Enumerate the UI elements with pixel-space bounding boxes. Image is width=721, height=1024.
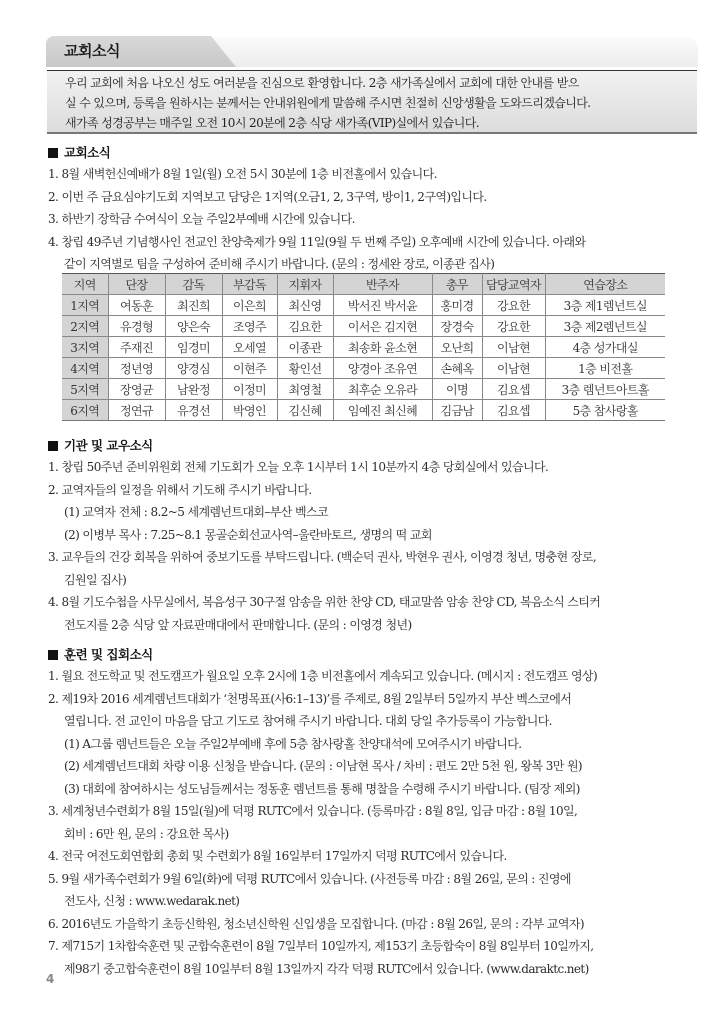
table-cell: 오난희	[432, 337, 482, 358]
table-cell: 양은숙	[165, 316, 222, 337]
table-cell: 양경아 조유연	[333, 358, 432, 379]
table-cell: 유경형	[108, 316, 165, 337]
table-cell: 4지역	[62, 358, 108, 379]
table-cell: 5지역	[62, 379, 108, 400]
table-cell: 최진희	[165, 295, 222, 316]
table-cell: 남완정	[165, 379, 222, 400]
table-cell: 양경심	[165, 358, 222, 379]
welcome-line: 실 수 있으며, 등록을 원하시는 분께서는 안내위원에게 말씀해 주시면 친절히 신앙생활을 도와드리겠습니다.	[65, 96, 591, 110]
table-cell: 4층 성가대실	[545, 337, 665, 358]
column-header: 단장	[108, 274, 165, 295]
table-cell: 손혜옥	[432, 358, 482, 379]
news-item: 1. 8월 새벽헌신예배가 8월 1일(월) 오전 5시 30분에 1층 비전홀에서 있습니다.	[48, 167, 437, 181]
news-item-continued: 김원일 집사)	[64, 572, 127, 587]
table-header-row	[62, 274, 665, 295]
table-cell: 이은희	[222, 295, 277, 316]
table-row	[62, 295, 665, 316]
table-cell: 6지역	[62, 400, 108, 421]
table-cell: 이남현	[482, 358, 545, 379]
news-item: 3. 하반기 장학금 수여식이 오늘 주일2부예배 시간에 있습니다.	[48, 212, 355, 226]
square-bullet-icon	[48, 441, 58, 451]
column-header: 부감독	[222, 274, 277, 295]
teams-table	[62, 273, 665, 421]
news-item: 5. 9월 새가족수련회가 9월 6일(화)에 덕평 RUTC에서 있습니다. (사전등록 마감 : 8월 26일, 문의 : 진영에	[48, 871, 571, 886]
table-cell: 임예진 최신혜	[333, 400, 432, 421]
page-title: 교회소식	[64, 42, 120, 60]
table-cell: 정연규	[108, 400, 165, 421]
square-bullet-icon	[48, 650, 58, 660]
table-cell: 5층 참사랑홀	[545, 400, 665, 421]
section-heading: 교회소식	[48, 143, 708, 163]
welcome-line: 우리 교회에 처음 나오신 성도 여러분을 진심으로 환영합니다. 2층 새가족실에서 교회에 대한 안내를 받으	[65, 76, 579, 90]
news-item-continued: 전도사, 신청 : www.wedarak.net)	[64, 894, 240, 908]
page-number: 4	[46, 972, 55, 986]
table-cell: 이남현	[482, 337, 545, 358]
news-item: 2. 이번 주 금요심야기도회 지역보고 담당은 1지역(오금1, 2, 3구역, 방이1, 2구역)입니다.	[48, 189, 487, 204]
news-item-continued: 회비 : 6만 원, 문의 : 강요한 목사)	[64, 826, 229, 841]
table-cell: 황인선	[277, 358, 333, 379]
news-subitem: (1) 교역자 전체 : 8.2~5 세계렘넌트대회–부산 벡스코	[64, 505, 328, 519]
column-header: 감독	[165, 274, 222, 295]
news-item: 4. 전국 여전도회연합회 총회 및 수련회가 8월 16일부터 17일까지 덕평 RUTC에서 있습니다.	[48, 849, 507, 863]
table-cell: 김요셉	[482, 379, 545, 400]
column-header: 지역	[62, 274, 108, 295]
table-cell: 홍미경	[432, 295, 482, 316]
org-news-section	[48, 436, 708, 636]
news-subitem: (1) A그룹 렘넌트들은 오늘 주일2부예배 후에 5층 참사랑홀 찬양대석에 모여주시기 바랍니다.	[64, 736, 522, 751]
news-item-continued: 같이 지역별로 팀을 구성하여 준비해 주시기 바랍니다. (문의 : 정세완 장로, 이종관 집사)	[64, 257, 495, 271]
column-header: 연습장소	[545, 274, 665, 295]
news-item: 2. 교역자들의 일정을 위해서 기도해 주시기 바랍니다.	[48, 482, 312, 497]
table-cell: 이종관	[277, 337, 333, 358]
table-cell: 이명	[432, 379, 482, 400]
table-row	[62, 400, 665, 421]
table-cell: 장영균	[108, 379, 165, 400]
table-cell: 여동훈	[108, 295, 165, 316]
table-cell: 김신혜	[277, 400, 333, 421]
table-cell: 3층 렘넌트아트홀	[545, 379, 665, 400]
table-cell: 김요셉	[482, 400, 545, 421]
news-item: 1. 창립 50주년 준비위원회 전체 기도회가 오늘 오후 1시부터 1시 10분까지 4층 당회실에서 있습니다.	[48, 460, 549, 474]
table-row	[62, 316, 665, 337]
table-cell: 이서은 김지현	[333, 316, 432, 337]
news-item-continued: 제98기 중고합숙훈련이 8월 10일부터 8월 13일까지 각각 덕평 RUTC에서 있습니다. (www.daraktc.net)	[64, 961, 589, 976]
table-row	[62, 358, 665, 379]
table-cell: 최후순 오유라	[333, 379, 432, 400]
table-cell: 강요한	[482, 295, 545, 316]
table-cell: 장경숙	[432, 316, 482, 337]
table-cell: 주재진	[108, 337, 165, 358]
table-cell: 강요한	[482, 316, 545, 337]
table-cell: 3층 제2렘넌트실	[545, 316, 665, 337]
table-cell: 이현주	[222, 358, 277, 379]
news-subitem: (3) 대회에 참여하시는 성도님들께서는 정동훈 렘넌트를 통해 명찰을 수령해 주시기 바랍니다. (팀장 제외)	[64, 781, 580, 796]
table-cell: 최송화 윤소현	[333, 337, 432, 358]
news-item: 4. 창립 49주년 기념행사인 전교인 찬양축제가 9월 11일(9월 두 번째 주일) 오후예배 시간에 있습니다. 아래와	[48, 234, 586, 249]
news-item: 4. 8월 기도수첩을 사무실에서, 복음성구 30구절 암송을 위한 찬양 CD, 태교말씀 암송 찬양 CD, 복음소식 스티커	[48, 595, 601, 609]
square-bullet-icon	[48, 148, 58, 158]
news-item-continued: 열립니다. 전 교인이 마음을 담고 기도로 참여해 주시기 바랍니다. 대회 당일 추가등록이 가능합니다.	[64, 714, 552, 728]
table-cell: 유경선	[165, 400, 222, 421]
table-cell: 박영인	[222, 400, 277, 421]
table-cell: 최신영	[277, 295, 333, 316]
news-item: 3. 세계청년수련회가 8월 15일(월)에 덕평 RUTC에서 있습니다. (등록마감 : 8월 8일, 입금 마감 : 8월 10일,	[48, 804, 578, 818]
table-cell: 임경미	[165, 337, 222, 358]
table-cell: 최영철	[277, 379, 333, 400]
table-cell: 1지역	[62, 295, 108, 316]
table-cell: 3층 제1렘넌트실	[545, 295, 665, 316]
news-item-continued: 전도지를 2층 식당 앞 자료판매대에서 판매합니다. (문의 : 이영경 청년)	[64, 617, 412, 632]
table-cell: 오세열	[222, 337, 277, 358]
news-item: 1. 월요 전도학교 및 전도캠프가 월요일 오후 2시에 1층 비전홀에서 계속되고 있습니다. (메시지 : 전도캠프 영상)	[48, 669, 598, 683]
church-news-section	[48, 143, 708, 276]
table-cell: 조영주	[222, 316, 277, 337]
welcome-box	[47, 70, 697, 134]
table-row	[62, 379, 665, 400]
news-subitem: (2) 이병부 목사 : 7.25~8.1 몽골순회선교사역–울란바토르, 생명의 떡 교회	[64, 527, 432, 542]
table-cell: 김요한	[277, 316, 333, 337]
section-heading: 훈련 및 집회소식	[48, 645, 708, 665]
news-item: 2. 제19차 2016 세계렘넌트대회가 ‘천명목표(사6:1–13)’를 주제로, 8월 2일부터 5일까지 부산 벡스코에서	[48, 691, 572, 706]
column-header: 총무	[432, 274, 482, 295]
news-subitem: (2) 세계렘넌트대회 차량 이용 신청을 받습니다. (문의 : 이남현 목사 / 차비 : 편도 2만 5천 원, 왕복 3만 원)	[64, 759, 583, 773]
column-header: 지휘자	[277, 274, 333, 295]
column-header: 반주자	[333, 274, 432, 295]
news-item: 3. 교우들의 건강 회복을 위하여 중보기도를 부탁드립니다. (백순덕 권사, 박현우 권사, 이영경 청년, 명충현 장로,	[48, 550, 597, 564]
news-item: 7. 제715기 1차합숙훈련 및 군합숙훈련이 8월 7일부터 10일까지, 제153기 초등합숙이 8월 8일부터 10일까지,	[48, 939, 594, 953]
table-row	[62, 337, 665, 358]
table-cell: 2지역	[62, 316, 108, 337]
table-cell: 이정미	[222, 379, 277, 400]
table-cell: 1층 비전홀	[545, 358, 665, 379]
column-header: 담당교역자	[482, 274, 545, 295]
welcome-line: 새가족 성경공부는 매주일 오전 10시 20분에 2층 식당 새가족(VIP)실에서 있습니다.	[65, 116, 479, 130]
table-cell: 김금남	[432, 400, 482, 421]
table-cell: 3지역	[62, 337, 108, 358]
table-cell: 박서진 박서윤	[333, 295, 432, 316]
training-news-section	[48, 645, 708, 980]
news-item: 6. 2016년도 가을학기 초등신학원, 청소년신학원 신입생을 모집합니다. (마감 : 8월 26일, 문의 : 각부 교역자)	[48, 916, 584, 931]
table-cell: 정년영	[108, 358, 165, 379]
section-heading: 기관 및 교우소식	[48, 436, 708, 456]
